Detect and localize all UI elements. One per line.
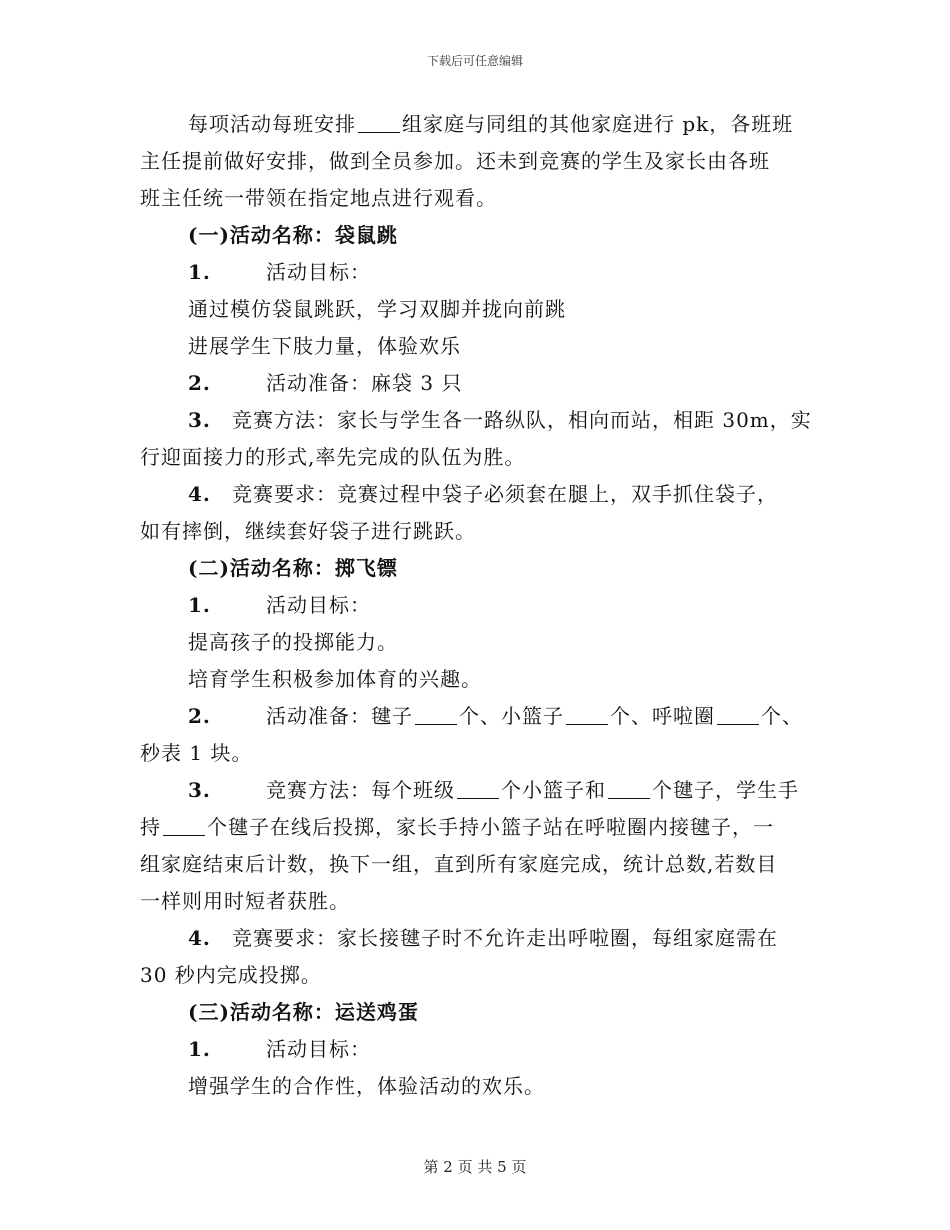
item-number: 2. [188, 704, 211, 728]
s2-item-3 [140, 772, 820, 809]
text: 竞赛方法：家长与学生各一路纵队，相向而站，相距 30m，实 [232, 408, 812, 432]
intro-line-2: 主任提前做好安排，做到全员参加。还未到竞赛的学生及家长由各班 [140, 149, 770, 173]
intro-line-1 [140, 106, 820, 143]
section-2-title: (二)活动名称：掷飞镖 [188, 556, 398, 580]
text: 活动准备：毽子 [266, 704, 413, 728]
item-number: 1. [188, 593, 211, 617]
text: 个毽子在线后投掷，家长手持小篮子站在呼啦圈内接毽子，一 [207, 815, 774, 839]
text: 活动目标： [266, 260, 371, 284]
s1-req-line-2: 如有摔倒，继续套好袋子进行跳跃。 [140, 519, 476, 543]
text: 竞赛方法：每个班级 [266, 778, 455, 802]
text: 活动目标： [266, 1037, 371, 1061]
item-number: 4. [188, 482, 211, 506]
text: 竞赛要求：竞赛过程中袋子必须套在腿上，双手抓住袋子， [232, 482, 778, 506]
item-number: 4. [188, 926, 211, 950]
s2-prep-line-2: 秒表 1 块。 [140, 741, 253, 765]
blank-field [717, 702, 759, 725]
text: 活动准备：麻袋 3 只 [266, 371, 463, 395]
text: 持 [140, 815, 161, 839]
text: 个小篮子和 [501, 778, 606, 802]
text: 每项活动每班安排 [188, 112, 356, 136]
text: 竞赛要求：家长接毽子时不允许走出呼啦圈，每组家庭需在 [232, 926, 778, 950]
section-3-title: (三)活动名称：运送鸡蛋 [188, 1000, 419, 1024]
document-body [140, 106, 820, 1105]
s2-goal-2: 培育学生积极参加体育的兴趣。 [188, 667, 482, 691]
intro-line-3: 班主任统一带领在指定地点进行观看。 [140, 186, 497, 210]
blank-field [608, 776, 650, 799]
s1-item-2 [140, 365, 820, 402]
text: 个、呼啦圈 [610, 704, 715, 728]
item-number: 3. [188, 778, 211, 802]
s1-goal-2: 进展学生下肢力量，体验欢乐 [188, 334, 461, 358]
text: 个、 [761, 704, 803, 728]
blank-field [358, 110, 400, 133]
s1-goal-1: 通过模仿袋鼠跳跃，学习双脚并拢向前跳 [188, 297, 566, 321]
s1-item-1 [140, 254, 820, 291]
s2-method-line-4: 一样则用时短者获胜。 [140, 889, 350, 913]
item-number: 3. [188, 408, 211, 432]
s2-goal-1: 提高孩子的投掷能力。 [188, 630, 398, 654]
s1-method-line-2: 行迎面接力的形式,率先完成的队伍为胜。 [140, 445, 526, 469]
blank-field [415, 702, 457, 725]
s2-item-1 [140, 587, 820, 624]
s2-req-line-2: 30 秒内完成投掷。 [140, 963, 322, 987]
text: 活动目标： [266, 593, 371, 617]
s2-item-4 [140, 920, 820, 957]
item-number: 1. [188, 260, 211, 284]
blank-field [457, 776, 499, 799]
page-header: 下载后可任意编辑 [426, 54, 523, 68]
section-1-title: (一)活动名称：袋鼠跳 [188, 223, 398, 247]
s3-item-1 [140, 1031, 820, 1068]
s3-goal-1: 增强学生的合作性，体验活动的欢乐。 [188, 1074, 545, 1098]
s2-item-2 [140, 698, 820, 735]
page-footer: 第 2 页 共 5 页 [423, 1158, 527, 1176]
text: 个毽子，学生手 [652, 778, 799, 802]
blank-field [566, 702, 608, 725]
item-number: 1. [188, 1037, 211, 1061]
s2-method-line-3: 组家庭结束后计数，换下一组，直到所有家庭完成，统计总数,若数目 [140, 852, 778, 876]
item-number: 2. [188, 371, 211, 395]
s1-item-3 [140, 402, 820, 439]
text: 组家庭与同组的其他家庭进行 pk，各班班 [402, 112, 794, 136]
text: 个、小篮子 [459, 704, 564, 728]
blank-field [163, 813, 205, 836]
s2-method-line-2 [140, 809, 820, 846]
s1-item-4 [140, 476, 820, 513]
